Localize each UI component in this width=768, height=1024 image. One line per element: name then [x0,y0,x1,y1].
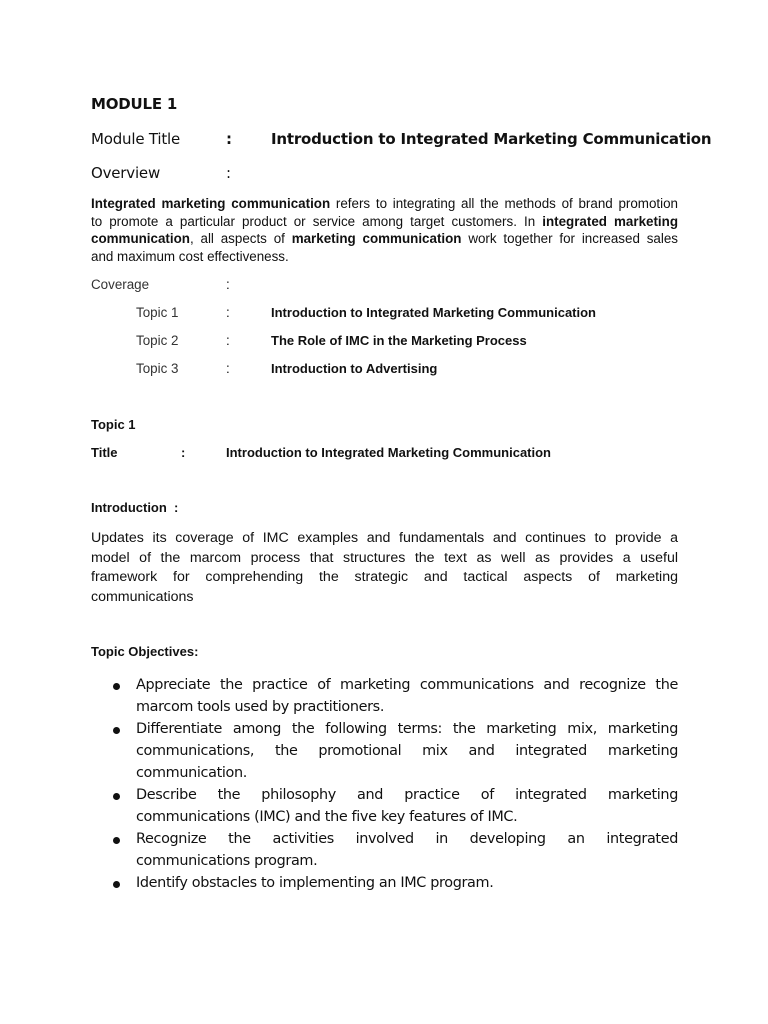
bullet-icon [113,837,120,844]
introduction-paragraph [91,529,678,607]
overview-line: communication, all aspects of marketing communication work together for increased sales [91,231,678,247]
objective-item: Identify obstacles to implementing an IMC program. [91,872,678,894]
introduction-line: Updates its coverage of IMC examples and fundamentals and continues to provide a [91,530,678,546]
coverage-label: Coverage [91,277,150,292]
topic-objectives-label: Topic Objectives: [91,644,199,659]
coverage-topic-title: Introduction to Integrated Marketing Communication [271,305,596,320]
topic1-title-label: Title [91,445,118,460]
topic1-title-value: Introduction to Integrated Marketing Communication [226,445,551,460]
topic1-heading: Topic 1 [91,417,136,432]
coverage-topic-colon: : [226,305,230,320]
bullet-icon [113,683,120,690]
introduction-line: framework for comprehending the strategic and tactical aspects of marketing [91,569,678,585]
bullet-icon [113,881,120,888]
objective-item: Describe the philosophy and practice of integrated marketing communications (IMC) and the five key features of IMC. [91,784,678,828]
bullet-icon [113,727,120,734]
overview-line: and maximum cost effectiveness. [91,248,289,264]
objective-item: Appreciate the practice of marketing communications and recognize the marcom tools used by practitioners. [91,674,678,718]
coverage-topic-label: Topic 2 [136,333,179,348]
coverage-topic-colon: : [226,361,230,376]
overview-colon: : [226,164,231,182]
coverage-colon: : [226,277,230,292]
module-title-label: Module Title [91,130,181,148]
objective-item: Recognize the activities involved in developing an integrated communications program. [91,828,678,872]
module-heading: MODULE 1 [91,95,178,113]
objective-item: Differentiate among the following terms: the marketing mix, marketing communications, the promotional mix and integrated marketing communication. [91,718,678,784]
overview-line: to promote a particular product or service among target customers. In integrated marketing [91,213,678,229]
coverage-topic-label: Topic 3 [136,361,179,376]
module-title-value: Introduction to Integrated Marketing Communication [271,130,712,148]
coverage-topic-title: Introduction to Advertising [271,361,438,376]
bullet-icon [113,793,120,800]
overview-line: Integrated marketing communication refers to integrating all the methods of brand promotion [91,196,679,211]
overview-label: Overview [91,164,161,182]
introduction-line: model of the marcom process that structures the text as well as provides a useful [91,549,678,566]
module-title-colon: : [226,130,232,148]
introduction-label: Introduction : [91,500,179,515]
objectives-list [91,674,678,894]
topic1-title-colon: : [181,445,186,460]
coverage-topic-title: The Role of IMC in the Marketing Process [271,333,527,348]
overview-paragraph [91,195,678,265]
introduction-line: communications [91,588,194,605]
coverage-topic-label: Topic 1 [136,305,179,320]
coverage-topic-colon: : [226,333,230,348]
